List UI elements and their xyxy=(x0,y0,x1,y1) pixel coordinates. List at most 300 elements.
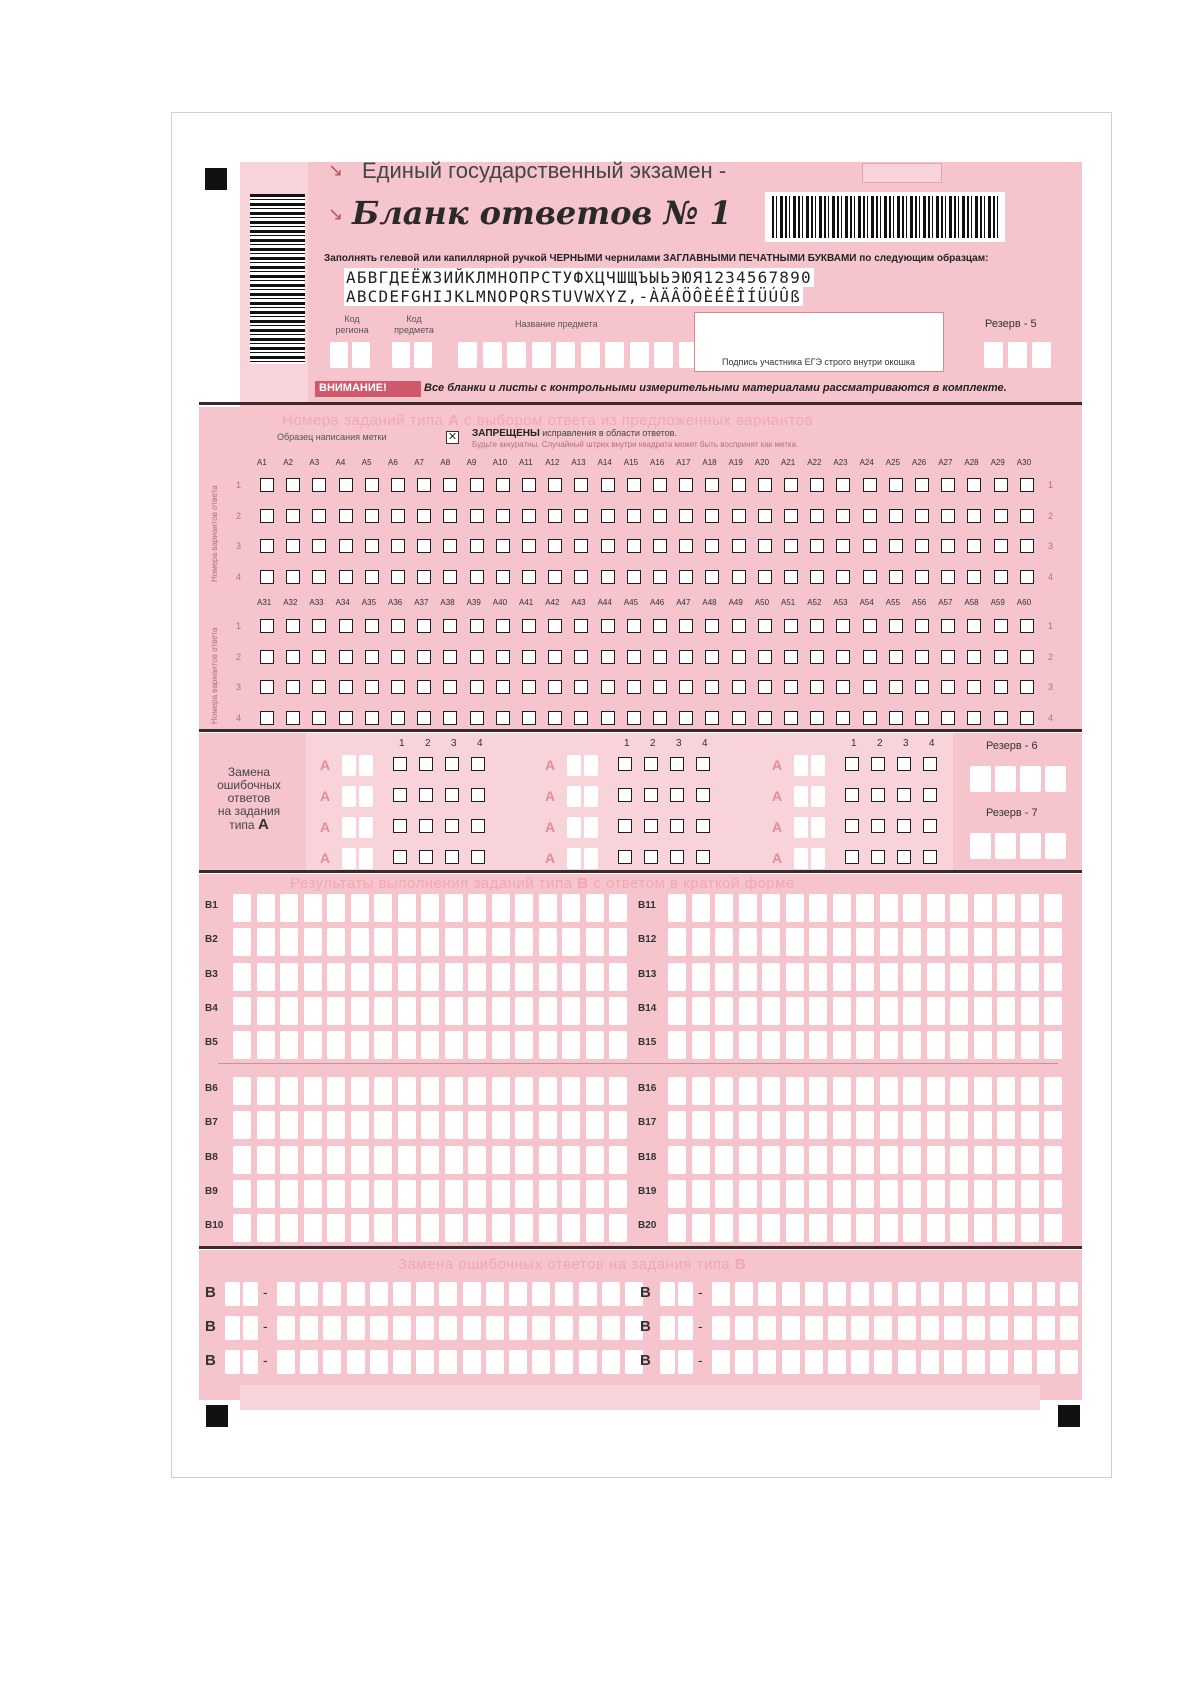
answer-checkbox[interactable] xyxy=(941,650,955,664)
replace-a-task-cell[interactable] xyxy=(794,848,808,869)
b-answer-cell[interactable] xyxy=(233,1180,251,1208)
b-answer-cell[interactable] xyxy=(809,928,827,956)
answer-checkbox[interactable] xyxy=(496,478,510,492)
b-answer-cell[interactable] xyxy=(445,1111,463,1139)
b-answer-cell[interactable] xyxy=(468,1146,486,1174)
b-answer-cell[interactable] xyxy=(903,894,921,922)
b-answer-cell[interactable] xyxy=(421,1146,439,1174)
b-answer-cell[interactable] xyxy=(668,1077,686,1105)
replace-b-answer-cell[interactable] xyxy=(735,1282,753,1306)
b-answer-cell[interactable] xyxy=(304,1180,322,1208)
b-answer-cell[interactable] xyxy=(903,963,921,991)
b-answer-cell[interactable] xyxy=(257,1180,275,1208)
b-answer-cell[interactable] xyxy=(421,1077,439,1105)
b-answer-cell[interactable] xyxy=(586,1031,604,1059)
reserve-5-cell[interactable] xyxy=(1008,342,1027,368)
b-answer-cell[interactable] xyxy=(586,1214,604,1242)
answer-checkbox[interactable] xyxy=(548,680,562,694)
replace-b-answer-cell[interactable] xyxy=(851,1282,869,1306)
b-answer-cell[interactable] xyxy=(668,894,686,922)
answer-checkbox[interactable] xyxy=(784,509,798,523)
replace-a-task-cell[interactable] xyxy=(342,786,356,807)
answer-checkbox[interactable] xyxy=(522,570,536,584)
b-answer-cell[interactable] xyxy=(609,1111,627,1139)
b-answer-cell[interactable] xyxy=(668,928,686,956)
reserve-7-cell[interactable] xyxy=(1020,833,1041,859)
answer-checkbox[interactable] xyxy=(915,680,929,694)
answer-checkbox[interactable] xyxy=(339,570,353,584)
b-answer-cell[interactable] xyxy=(739,1146,757,1174)
answer-checkbox[interactable] xyxy=(836,478,850,492)
b-answer-cell[interactable] xyxy=(586,963,604,991)
answer-checkbox[interactable] xyxy=(810,650,824,664)
b-answer-cell[interactable] xyxy=(468,1111,486,1139)
answer-checkbox[interactable] xyxy=(260,680,274,694)
replace-b-answer-cell[interactable] xyxy=(944,1350,962,1374)
answer-checkbox[interactable] xyxy=(601,478,615,492)
b-answer-cell[interactable] xyxy=(1044,1214,1062,1242)
b-answer-cell[interactable] xyxy=(668,1111,686,1139)
b-answer-cell[interactable] xyxy=(421,963,439,991)
b-answer-cell[interactable] xyxy=(856,1077,874,1105)
answer-checkbox[interactable] xyxy=(1020,570,1034,584)
answer-checkbox[interactable] xyxy=(627,650,641,664)
replace-b-answer-cell[interactable] xyxy=(555,1282,573,1306)
b-answer-cell[interactable] xyxy=(515,1146,533,1174)
b-answer-cell[interactable] xyxy=(692,928,710,956)
b-answer-cell[interactable] xyxy=(304,963,322,991)
reserve-5-cell[interactable] xyxy=(984,342,1003,368)
replace-b-answer-cell[interactable] xyxy=(579,1316,597,1340)
b-answer-cell[interactable] xyxy=(327,997,345,1025)
answer-checkbox[interactable] xyxy=(889,650,903,664)
answer-checkbox[interactable] xyxy=(574,478,588,492)
b-answer-cell[interactable] xyxy=(856,1031,874,1059)
b-answer-cell[interactable] xyxy=(562,1031,580,1059)
answer-checkbox[interactable] xyxy=(967,680,981,694)
b-answer-cell[interactable] xyxy=(374,894,392,922)
answer-checkbox[interactable] xyxy=(312,570,326,584)
answer-checkbox[interactable] xyxy=(391,680,405,694)
replace-a-task-cell[interactable] xyxy=(359,755,373,776)
replace-b-answer-cell[interactable] xyxy=(782,1350,800,1374)
b-answer-cell[interactable] xyxy=(445,928,463,956)
answer-checkbox[interactable] xyxy=(679,711,693,725)
b-answer-cell[interactable] xyxy=(786,1077,804,1105)
answer-checkbox[interactable] xyxy=(548,619,562,633)
replace-b-answer-cell[interactable] xyxy=(486,1282,504,1306)
b-answer-cell[interactable] xyxy=(398,1214,416,1242)
replace-b-answer-cell[interactable] xyxy=(463,1350,481,1374)
b-answer-cell[interactable] xyxy=(739,1214,757,1242)
b-answer-cell[interactable] xyxy=(997,928,1015,956)
b-answer-cell[interactable] xyxy=(950,1146,968,1174)
answer-checkbox[interactable] xyxy=(679,570,693,584)
b-answer-cell[interactable] xyxy=(762,1111,780,1139)
b-answer-cell[interactable] xyxy=(997,1180,1015,1208)
answer-checkbox[interactable] xyxy=(365,509,379,523)
answer-checkbox[interactable] xyxy=(574,680,588,694)
b-answer-cell[interactable] xyxy=(562,894,580,922)
answer-checkbox[interactable] xyxy=(417,680,431,694)
b-answer-cell[interactable] xyxy=(398,1077,416,1105)
answer-checkbox[interactable] xyxy=(286,478,300,492)
answer-checkbox[interactable] xyxy=(548,570,562,584)
answer-checkbox[interactable] xyxy=(601,570,615,584)
b-answer-cell[interactable] xyxy=(974,928,992,956)
replace-b-answer-cell[interactable] xyxy=(805,1350,823,1374)
b-answer-cell[interactable] xyxy=(692,1077,710,1105)
b-answer-cell[interactable] xyxy=(468,1214,486,1242)
answer-checkbox[interactable] xyxy=(470,478,484,492)
answer-checkbox[interactable] xyxy=(758,478,772,492)
answer-checkbox[interactable] xyxy=(732,680,746,694)
answer-checkbox[interactable] xyxy=(574,619,588,633)
answer-checkbox[interactable] xyxy=(810,539,824,553)
replace-a-checkbox[interactable] xyxy=(471,788,485,802)
answer-checkbox[interactable] xyxy=(443,711,457,725)
answer-checkbox[interactable] xyxy=(443,570,457,584)
b-answer-cell[interactable] xyxy=(327,1077,345,1105)
replace-a-task-cell[interactable] xyxy=(811,848,825,869)
replace-b-answer-cell[interactable] xyxy=(1037,1316,1055,1340)
answer-checkbox[interactable] xyxy=(758,680,772,694)
replace-a-checkbox[interactable] xyxy=(897,788,911,802)
b-answer-cell[interactable] xyxy=(351,997,369,1025)
replace-b-answer-cell[interactable] xyxy=(735,1350,753,1374)
replace-a-checkbox[interactable] xyxy=(845,819,859,833)
b-answer-cell[interactable] xyxy=(539,1214,557,1242)
replace-b-answer-cell[interactable] xyxy=(347,1316,365,1340)
answer-checkbox[interactable] xyxy=(836,619,850,633)
replace-b-task-cell[interactable] xyxy=(660,1316,675,1340)
b-answer-cell[interactable] xyxy=(539,1146,557,1174)
b-answer-cell[interactable] xyxy=(445,894,463,922)
b-answer-cell[interactable] xyxy=(950,1031,968,1059)
replace-a-checkbox[interactable] xyxy=(644,788,658,802)
b-answer-cell[interactable] xyxy=(903,928,921,956)
replace-b-answer-cell[interactable] xyxy=(393,1282,411,1306)
b-answer-cell[interactable] xyxy=(1021,894,1039,922)
replace-b-answer-cell[interactable] xyxy=(300,1316,318,1340)
answer-checkbox[interactable] xyxy=(574,711,588,725)
b-answer-cell[interactable] xyxy=(974,1111,992,1139)
replace-b-answer-cell[interactable] xyxy=(416,1282,434,1306)
b-answer-cell[interactable] xyxy=(468,1077,486,1105)
answer-checkbox[interactable] xyxy=(653,539,667,553)
b-answer-cell[interactable] xyxy=(445,997,463,1025)
replace-b-answer-cell[interactable] xyxy=(758,1316,776,1340)
answer-checkbox[interactable] xyxy=(470,680,484,694)
replace-a-checkbox[interactable] xyxy=(871,788,885,802)
b-answer-cell[interactable] xyxy=(903,1111,921,1139)
replace-b-answer-cell[interactable] xyxy=(532,1282,550,1306)
b-answer-cell[interactable] xyxy=(492,1077,510,1105)
answer-checkbox[interactable] xyxy=(365,711,379,725)
reserve-5-cell[interactable] xyxy=(1032,342,1051,368)
answer-checkbox[interactable] xyxy=(758,539,772,553)
replace-b-answer-cell[interactable] xyxy=(439,1282,457,1306)
answer-checkbox[interactable] xyxy=(286,650,300,664)
answer-checkbox[interactable] xyxy=(863,478,877,492)
replace-a-task-cell[interactable] xyxy=(811,755,825,776)
replace-b-answer-cell[interactable] xyxy=(393,1316,411,1340)
replace-b-answer-cell[interactable] xyxy=(967,1350,985,1374)
b-answer-cell[interactable] xyxy=(880,894,898,922)
replace-a-checkbox[interactable] xyxy=(897,757,911,771)
answer-checkbox[interactable] xyxy=(915,478,929,492)
b-answer-cell[interactable] xyxy=(586,894,604,922)
b-answer-cell[interactable] xyxy=(562,963,580,991)
b-answer-cell[interactable] xyxy=(880,1111,898,1139)
b-answer-cell[interactable] xyxy=(515,894,533,922)
answer-checkbox[interactable] xyxy=(417,619,431,633)
answer-checkbox[interactable] xyxy=(810,680,824,694)
replace-b-task-cell[interactable] xyxy=(660,1282,675,1306)
b-answer-cell[interactable] xyxy=(927,963,945,991)
answer-checkbox[interactable] xyxy=(863,650,877,664)
b-answer-cell[interactable] xyxy=(1044,1077,1062,1105)
b-answer-cell[interactable] xyxy=(903,1077,921,1105)
replace-a-checkbox[interactable] xyxy=(644,757,658,771)
answer-checkbox[interactable] xyxy=(627,619,641,633)
answer-checkbox[interactable] xyxy=(548,478,562,492)
b-answer-cell[interactable] xyxy=(1044,1180,1062,1208)
answer-checkbox[interactable] xyxy=(653,680,667,694)
replace-b-answer-cell[interactable] xyxy=(509,1350,527,1374)
answer-checkbox[interactable] xyxy=(889,478,903,492)
answer-checkbox[interactable] xyxy=(1020,619,1034,633)
replace-a-checkbox[interactable] xyxy=(670,850,684,864)
answer-checkbox[interactable] xyxy=(339,539,353,553)
replace-a-task-cell[interactable] xyxy=(567,786,581,807)
b-answer-cell[interactable] xyxy=(539,963,557,991)
b-answer-cell[interactable] xyxy=(927,1077,945,1105)
reserve-7-cell[interactable] xyxy=(995,833,1016,859)
replace-a-checkbox[interactable] xyxy=(419,850,433,864)
b-answer-cell[interactable] xyxy=(374,928,392,956)
answer-checkbox[interactable] xyxy=(312,650,326,664)
replace-b-answer-cell[interactable] xyxy=(370,1282,388,1306)
answer-checkbox[interactable] xyxy=(365,539,379,553)
b-answer-cell[interactable] xyxy=(539,997,557,1025)
answer-checkbox[interactable] xyxy=(758,509,772,523)
b-answer-cell[interactable] xyxy=(609,963,627,991)
b-answer-cell[interactable] xyxy=(515,1214,533,1242)
b-answer-cell[interactable] xyxy=(692,963,710,991)
b-answer-cell[interactable] xyxy=(833,1111,851,1139)
answer-checkbox[interactable] xyxy=(941,619,955,633)
answer-checkbox[interactable] xyxy=(994,570,1008,584)
b-answer-cell[interactable] xyxy=(927,1180,945,1208)
replace-b-answer-cell[interactable] xyxy=(898,1350,916,1374)
replace-b-answer-cell[interactable] xyxy=(1060,1282,1078,1306)
b-answer-cell[interactable] xyxy=(715,1146,733,1174)
b-answer-cell[interactable] xyxy=(1021,1146,1039,1174)
replace-b-answer-cell[interactable] xyxy=(851,1350,869,1374)
replace-b-answer-cell[interactable] xyxy=(1014,1316,1032,1340)
answer-checkbox[interactable] xyxy=(496,711,510,725)
b-answer-cell[interactable] xyxy=(903,997,921,1025)
b-answer-cell[interactable] xyxy=(762,1214,780,1242)
b-answer-cell[interactable] xyxy=(739,894,757,922)
b-answer-cell[interactable] xyxy=(257,1146,275,1174)
b-answer-cell[interactable] xyxy=(809,997,827,1025)
replace-a-task-cell[interactable] xyxy=(811,817,825,838)
answer-checkbox[interactable] xyxy=(994,711,1008,725)
answer-checkbox[interactable] xyxy=(260,509,274,523)
answer-checkbox[interactable] xyxy=(339,680,353,694)
reserve-6-cell[interactable] xyxy=(995,766,1016,792)
answer-checkbox[interactable] xyxy=(1020,711,1034,725)
replace-b-answer-cell[interactable] xyxy=(758,1282,776,1306)
answer-checkbox[interactable] xyxy=(967,650,981,664)
b-answer-cell[interactable] xyxy=(280,963,298,991)
b-answer-cell[interactable] xyxy=(539,1031,557,1059)
b-answer-cell[interactable] xyxy=(257,1077,275,1105)
b-answer-cell[interactable] xyxy=(351,1146,369,1174)
b-answer-cell[interactable] xyxy=(880,1214,898,1242)
b-answer-cell[interactable] xyxy=(233,928,251,956)
b-answer-cell[interactable] xyxy=(609,1031,627,1059)
b-answer-cell[interactable] xyxy=(715,1031,733,1059)
b-answer-cell[interactable] xyxy=(468,894,486,922)
replace-a-checkbox[interactable] xyxy=(696,819,710,833)
replace-a-task-cell[interactable] xyxy=(794,755,808,776)
answer-checkbox[interactable] xyxy=(863,711,877,725)
b-answer-cell[interactable] xyxy=(927,1214,945,1242)
answer-checkbox[interactable] xyxy=(260,619,274,633)
replace-b-answer-cell[interactable] xyxy=(463,1316,481,1340)
b-answer-cell[interactable] xyxy=(1044,1031,1062,1059)
b-answer-cell[interactable] xyxy=(786,1180,804,1208)
answer-checkbox[interactable] xyxy=(732,478,746,492)
answer-checkbox[interactable] xyxy=(653,570,667,584)
b-answer-cell[interactable] xyxy=(445,963,463,991)
b-answer-cell[interactable] xyxy=(809,1077,827,1105)
subject-name-cell[interactable] xyxy=(630,342,649,368)
b-answer-cell[interactable] xyxy=(398,1146,416,1174)
b-answer-cell[interactable] xyxy=(421,997,439,1025)
answer-checkbox[interactable] xyxy=(339,478,353,492)
answer-checkbox[interactable] xyxy=(915,539,929,553)
subject-name-cell[interactable] xyxy=(654,342,673,368)
b-answer-cell[interactable] xyxy=(715,928,733,956)
b-answer-cell[interactable] xyxy=(739,1077,757,1105)
answer-checkbox[interactable] xyxy=(1020,539,1034,553)
b-answer-cell[interactable] xyxy=(327,1031,345,1059)
b-answer-cell[interactable] xyxy=(1021,1180,1039,1208)
answer-checkbox[interactable] xyxy=(548,650,562,664)
b-answer-cell[interactable] xyxy=(304,928,322,956)
b-answer-cell[interactable] xyxy=(351,894,369,922)
answer-checkbox[interactable] xyxy=(627,509,641,523)
b-answer-cell[interactable] xyxy=(539,928,557,956)
b-answer-cell[interactable] xyxy=(233,997,251,1025)
b-answer-cell[interactable] xyxy=(304,997,322,1025)
replace-b-answer-cell[interactable] xyxy=(439,1350,457,1374)
answer-checkbox[interactable] xyxy=(1020,509,1034,523)
replace-b-answer-cell[interactable] xyxy=(967,1282,985,1306)
answer-checkbox[interactable] xyxy=(732,570,746,584)
b-answer-cell[interactable] xyxy=(856,1214,874,1242)
replace-b-answer-cell[interactable] xyxy=(416,1316,434,1340)
replace-a-checkbox[interactable] xyxy=(618,850,632,864)
replace-b-answer-cell[interactable] xyxy=(782,1282,800,1306)
b-answer-cell[interactable] xyxy=(950,1077,968,1105)
b-answer-cell[interactable] xyxy=(304,1077,322,1105)
replace-b-task-cell[interactable] xyxy=(243,1316,258,1340)
b-answer-cell[interactable] xyxy=(950,894,968,922)
replace-b-answer-cell[interactable] xyxy=(1014,1350,1032,1374)
replace-a-checkbox[interactable] xyxy=(445,850,459,864)
b-answer-cell[interactable] xyxy=(1021,1214,1039,1242)
b-answer-cell[interactable] xyxy=(762,1031,780,1059)
b-answer-cell[interactable] xyxy=(515,1031,533,1059)
answer-checkbox[interactable] xyxy=(889,619,903,633)
answer-checkbox[interactable] xyxy=(365,650,379,664)
answer-checkbox[interactable] xyxy=(941,711,955,725)
replace-b-answer-cell[interactable] xyxy=(347,1282,365,1306)
b-answer-cell[interactable] xyxy=(280,894,298,922)
answer-checkbox[interactable] xyxy=(679,509,693,523)
replace-a-task-cell[interactable] xyxy=(342,817,356,838)
answer-checkbox[interactable] xyxy=(522,509,536,523)
replace-b-answer-cell[interactable] xyxy=(805,1282,823,1306)
b-answer-cell[interactable] xyxy=(327,1180,345,1208)
b-answer-cell[interactable] xyxy=(974,894,992,922)
answer-checkbox[interactable] xyxy=(705,711,719,725)
b-answer-cell[interactable] xyxy=(351,1180,369,1208)
answer-checkbox[interactable] xyxy=(994,509,1008,523)
answer-checkbox[interactable] xyxy=(653,509,667,523)
answer-checkbox[interactable] xyxy=(863,570,877,584)
answer-checkbox[interactable] xyxy=(784,539,798,553)
answer-checkbox[interactable] xyxy=(836,539,850,553)
b-answer-cell[interactable] xyxy=(492,1180,510,1208)
b-answer-cell[interactable] xyxy=(257,997,275,1025)
b-answer-cell[interactable] xyxy=(468,1031,486,1059)
b-answer-cell[interactable] xyxy=(586,1111,604,1139)
b-answer-cell[interactable] xyxy=(233,894,251,922)
replace-b-answer-cell[interactable] xyxy=(828,1282,846,1306)
replace-b-task-cell[interactable] xyxy=(678,1282,693,1306)
b-answer-cell[interactable] xyxy=(809,963,827,991)
answer-checkbox[interactable] xyxy=(653,650,667,664)
replace-a-task-cell[interactable] xyxy=(584,848,598,869)
b-answer-cell[interactable] xyxy=(304,894,322,922)
answer-checkbox[interactable] xyxy=(758,570,772,584)
answer-checkbox[interactable] xyxy=(496,509,510,523)
b-answer-cell[interactable] xyxy=(280,928,298,956)
answer-checkbox[interactable] xyxy=(627,478,641,492)
b-answer-cell[interactable] xyxy=(668,997,686,1025)
b-answer-cell[interactable] xyxy=(280,1146,298,1174)
replace-b-answer-cell[interactable] xyxy=(393,1350,411,1374)
b-answer-cell[interactable] xyxy=(739,1031,757,1059)
b-answer-cell[interactable] xyxy=(833,997,851,1025)
replace-a-checkbox[interactable] xyxy=(445,788,459,802)
b-answer-cell[interactable] xyxy=(880,928,898,956)
answer-checkbox[interactable] xyxy=(391,539,405,553)
b-answer-cell[interactable] xyxy=(304,1214,322,1242)
answer-checkbox[interactable] xyxy=(679,650,693,664)
b-answer-cell[interactable] xyxy=(974,963,992,991)
answer-checkbox[interactable] xyxy=(732,711,746,725)
b-answer-cell[interactable] xyxy=(445,1146,463,1174)
b-answer-cell[interactable] xyxy=(421,1180,439,1208)
b-answer-cell[interactable] xyxy=(1021,1111,1039,1139)
